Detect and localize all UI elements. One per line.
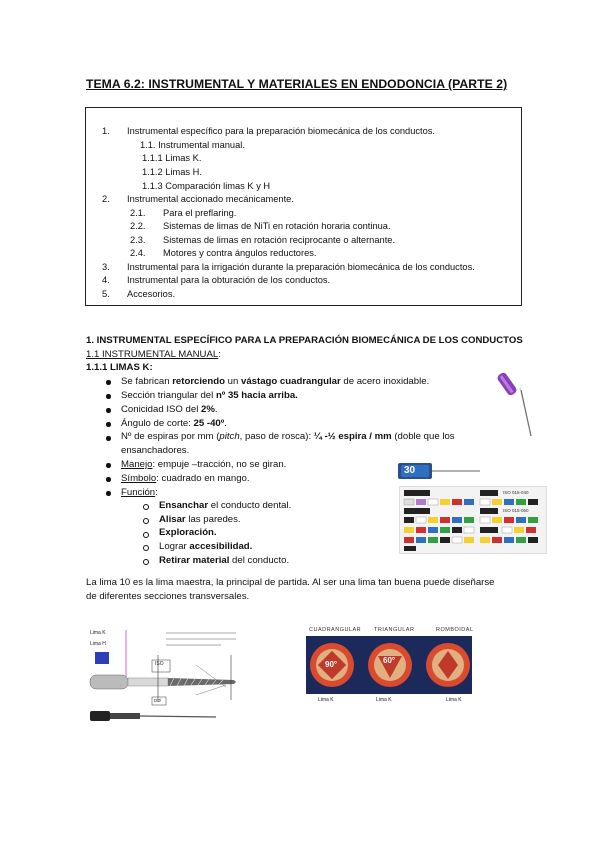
text: : cuadrado en mango. — [156, 473, 250, 484]
chart-label: ISO 015-060 — [503, 508, 529, 513]
toc-num: 3. — [102, 262, 110, 272]
bullet-dot — [106, 491, 111, 496]
bullet-item — [121, 418, 227, 429]
sub-subsection-heading: 1.1.1 LIMAS K: — [86, 362, 153, 373]
toc-num: 2.4. — [130, 248, 146, 258]
text: un — [224, 376, 241, 387]
text: Lograr — [159, 541, 190, 552]
diagram-label: Lima H — [90, 641, 106, 647]
sub-bullet-circle — [143, 504, 149, 510]
section-heading: 1. INSTRUMENTAL ESPECÍFICO PARA LA PREPARACIÓN BIOMECÁNICA DE LOS CONDUCTOS — [86, 335, 523, 346]
text: Se fabrican — [121, 376, 173, 387]
section-title: ROMBOIDAL — [436, 627, 474, 633]
text-italic: pitch — [219, 431, 240, 442]
bullet-item — [121, 487, 158, 498]
bullet-dot — [106, 422, 111, 427]
page-title: TEMA 6.2: INSTRUMENTAL Y MATERIALES EN ENDODONCIA (PARTE 2) — [86, 77, 508, 91]
toc-item: Instrumental para la obturación de los conductos. — [127, 275, 331, 285]
toc-item: Para el preflaring. — [163, 208, 237, 218]
toc-num: 2.2. — [130, 221, 146, 231]
section-caption: Lima K — [376, 697, 392, 703]
text-bold: retorciendo — [172, 376, 225, 387]
table-of-contents — [85, 107, 522, 306]
toc-item: 1.1.2 Limas H. — [142, 167, 202, 177]
bullet-item — [121, 390, 298, 401]
iso-color-chart — [399, 486, 547, 554]
bullet-item — [121, 376, 429, 387]
text-bold: nº 35 hacia arriba. — [215, 390, 298, 401]
text: . — [224, 418, 227, 429]
text-bold: Alisar — [159, 514, 186, 525]
diagram-label: DØ — [154, 698, 161, 703]
text-underlined: Función — [121, 487, 156, 498]
text: , paso de rosca): — [239, 431, 314, 442]
bullet-dot — [106, 477, 111, 482]
function-item — [159, 541, 252, 552]
bullet-item — [121, 404, 218, 415]
text-bold: ¼ -½ espira / mm — [313, 431, 392, 442]
text: el conducto dental. — [208, 500, 292, 511]
sub-bullet-circle — [143, 545, 149, 551]
text: Ángulo de corte: — [121, 418, 194, 429]
text: del conducto. — [229, 555, 290, 566]
function-item — [159, 527, 217, 538]
sub-bullet-circle — [143, 518, 149, 524]
bullet-continuation: ensanchadores. — [121, 445, 190, 456]
bullet-dot — [106, 408, 111, 413]
paragraph-line: La lima 10 es la lima maestra, la principal de partida. Al ser una lima tan buena puede diseñarse — [86, 577, 495, 588]
sub-bullet-circle — [143, 559, 149, 565]
section-title: TRIANGULAR — [374, 627, 415, 633]
text-underlined: Manejo — [121, 459, 153, 470]
angle-label: 60° — [383, 656, 396, 665]
k-file-image — [496, 370, 536, 440]
text-bold: 2% — [201, 404, 215, 415]
file-handle-image — [398, 461, 480, 483]
diagram-label: ISO — [155, 661, 164, 667]
angle-label: 90° — [325, 660, 338, 669]
toc-item: Accesorios. — [127, 289, 176, 299]
toc-item: Instrumental para la irrigación durante la preparación biomecánica de los conductos. — [127, 262, 475, 272]
diagram-label: Lima K — [90, 630, 106, 636]
bullet-item — [121, 459, 286, 470]
size-label: 30 — [404, 465, 416, 476]
subsection-heading — [86, 349, 221, 360]
cross-sections-figure — [306, 625, 472, 719]
toc-num: 2.1. — [130, 208, 146, 218]
bullet-item — [121, 431, 455, 442]
toc-num: 1. — [102, 126, 110, 136]
toc-item: Sistemas de limas en rotación reciprocante o alternante. — [163, 235, 396, 245]
text: Nº de espiras por mm ( — [121, 431, 220, 442]
bullet-dot — [106, 436, 111, 441]
text-bold: 25 -40º — [193, 418, 225, 429]
text: (doble que los — [391, 431, 455, 442]
toc-num: 2. — [102, 194, 110, 204]
toc-item: 1.1.1 Limas K. — [142, 153, 202, 163]
text-bold: Ensanchar — [159, 500, 209, 511]
text: Sección triangular del — [121, 390, 216, 401]
toc-num: 4. — [102, 275, 110, 285]
toc-item: 1.1.3 Comparación limas K y H — [142, 181, 271, 191]
section-caption: Lima K — [318, 697, 334, 703]
text: : empuje –tracción, no se giran. — [152, 459, 287, 470]
sub-bullet-circle — [143, 532, 149, 538]
text-bold: Retirar material — [159, 555, 230, 566]
toc-item: 1.1. Instrumental manual. — [140, 140, 245, 150]
text-underlined: Símbolo — [121, 473, 157, 484]
section-title: CUADRANGULAR — [309, 627, 362, 633]
text-bold: accesibilidad. — [189, 541, 253, 552]
toc-item: Sistemas de limas de NiTi en rotación horaria continua. — [163, 221, 391, 231]
bullet-dot — [106, 463, 111, 468]
section-caption: Lima K — [446, 697, 462, 703]
text: las paredes. — [185, 514, 241, 525]
function-item — [159, 555, 289, 566]
paragraph-line: de diferentes secciones transversales. — [86, 591, 250, 602]
toc-item: Instrumental accionado mecánicamente. — [127, 194, 294, 204]
text-bold: vástago cuadrangular — [241, 376, 341, 387]
subsection-heading-text: 1.1 INSTRUMENTAL MANUAL — [86, 349, 219, 360]
text: de acero inoxidable. — [340, 376, 430, 387]
function-item — [159, 514, 241, 525]
text-bold: Exploración. — [159, 527, 217, 538]
toc-item: Motores y contra ángulos reductores. — [163, 248, 317, 258]
text: Conicidad ISO del — [121, 404, 201, 415]
toc-item: Instrumental específico para la preparación biomecánica de los conductos. — [127, 126, 436, 136]
bullet-dot — [106, 394, 111, 399]
bullet-item — [121, 473, 250, 484]
toc-num: 2.3. — [130, 235, 146, 245]
toc-num: 5. — [102, 289, 110, 299]
text: . — [214, 404, 218, 415]
text: : — [155, 487, 158, 498]
k-file-diagram — [86, 625, 242, 731]
subsection-colon: : — [218, 349, 221, 360]
bullet-dot — [106, 380, 111, 385]
function-item — [159, 500, 291, 511]
chart-label: ISO 015-040 — [503, 490, 529, 495]
